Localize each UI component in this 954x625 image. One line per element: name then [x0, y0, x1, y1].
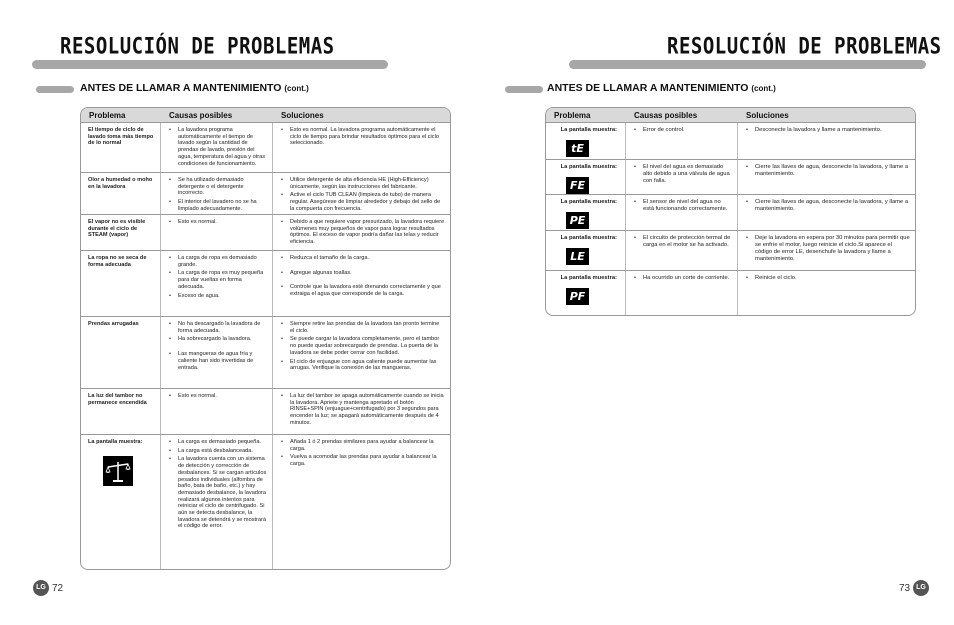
solution-item: • Siempre retire las prendas de la lavadora tan pronto termine el ciclo.: [280, 321, 445, 334]
cause-item: • Esto es normal.: [168, 219, 267, 226]
solution-item: • Deje la lavadora en espera por 30 minutos para permitir que se enfríe el motor, luego reinicie el ciclo.Si aparece el código de error LE, desenchufe la lavadora y llame a mantenimiento.: [745, 235, 910, 263]
table-header: [81, 108, 450, 123]
problem-cell: La pantalla muestra:: [560, 235, 617, 241]
cause-item: • La carga está desbalanceada.: [168, 448, 267, 455]
page-number: 72: [52, 583, 64, 594]
header-causes: Causas posibles: [634, 110, 698, 120]
error-code-display: PF: [566, 288, 589, 305]
table-row: [546, 160, 915, 195]
table-row: [81, 215, 450, 251]
header-solutions: Soluciones: [746, 110, 789, 120]
solution-item: • Utilice detergente de alta eficiencia HE (High-Efficiency) únicamente, según las instrucciones del fabricante.: [280, 177, 445, 190]
error-code-display: PE: [566, 212, 589, 229]
problem-cell: Prendas arrugadas: [81, 317, 161, 388]
cause-item: • La carga de ropa es demasiado grande.: [168, 255, 267, 268]
solution-item: • Agregue algunas toallas.: [280, 270, 445, 277]
section-marker: [36, 86, 74, 93]
problem-cell: La ropa no se seca de forma adecuada: [81, 251, 161, 316]
table-row: [546, 123, 915, 160]
solution-item: • Cierre las llaves de agua, desconecte la lavadora, y llame a mantenimiento.: [745, 164, 910, 178]
section-marker: [505, 86, 543, 93]
header-solutions: Soluciones: [281, 110, 324, 120]
cause-item: • Error de control.: [633, 127, 732, 134]
problem-cell: La pantalla muestra:: [88, 439, 143, 445]
cause-item: • Las mangueras de agua fría y caliente han sido invertidas de entrada.: [168, 351, 267, 371]
table-row: [81, 317, 450, 389]
table-row: [546, 231, 915, 271]
solution-item: • Reinicie el ciclo.: [745, 275, 910, 282]
solution-item: • El ciclo de enjuague con agua caliente puede aumentar las arrugas. Verifique la conexión de las mangueras.: [280, 359, 445, 372]
table-row: [81, 435, 450, 570]
cause-item: • La lavadora cuenta con un sistema de detección y corrección de desbalances. Si se cargan artículos pesados individuales (alfombra de baño, bata de baño, etc.) y hay demasiado desbalance, la lavadora realizará algunos intentos para reiniciar el ciclo de centrifugado. Si aún se detecta desbalance, la lavadora se detendrá y se mostrará el código de error.: [168, 456, 267, 530]
page-right: [477, 0, 954, 625]
solution-item: • Añada 1 ó 2 prendas similares para ayudar a balancear la carga.: [280, 439, 445, 452]
solution-item: • Desconecte la lavadora y llame a mantenimiento.: [745, 127, 910, 134]
cause-item: • La carga de ropa es muy pequeña para dar vueltas en forma adecuada.: [168, 270, 267, 290]
solution-item: • Reduzca el tamaño de la carga.: [280, 255, 445, 262]
section-heading: ANTES DE LLAMAR A MANTENIMIENTO (cont.): [80, 82, 309, 94]
cause-item: • Ha sobrecargado la lavadora.: [168, 336, 267, 343]
unbalanced-scale-icon: [103, 456, 133, 486]
cause-item: • Esto es normal.: [168, 393, 267, 400]
table-header: [546, 108, 915, 123]
table-row: [81, 123, 450, 173]
title-underline-bar: [569, 60, 926, 69]
page-title: RESOLUCIÓN DE PROBLEMAS: [60, 34, 335, 60]
solution-item: • Esto es normal. La lavadora programa automáticamente el ciclo de tiempo para brindar resultados óptimos para el ciclo seleccionado.: [280, 127, 445, 147]
cause-item: • Se ha utilizado demasiado detergente o el detergente incorrecto.: [168, 177, 267, 197]
solution-item: • Cierre las llaves de agua, desconecte la lavadora, y llame a mantenimiento.: [745, 199, 910, 213]
page-title: RESOLUCIÓN DE PROBLEMAS: [667, 34, 942, 60]
table-row: [81, 389, 450, 435]
page-number: 73: [899, 583, 911, 594]
header-problem: Problema: [554, 110, 591, 120]
solution-item: • La luz del tambor se apaga automáticamente cuando se inicia la lavadora. Apriete y mantenga apretado el botón RINSE+SPIN (enjuague+centrifugado) por 3 segundos para encender la luz; se apagará automáticamente después de 4 minutos.: [280, 393, 445, 427]
cause-item: • Ha ocurrido un corte de corriente.: [633, 275, 732, 282]
lg-logo: LG: [913, 580, 929, 596]
table-row: [81, 251, 450, 317]
solution-item: • Vuelva a acomodar las prendas para ayudar a balancear la carga.: [280, 454, 445, 467]
error-code-display: FE: [566, 177, 589, 194]
lg-logo: LG: [33, 580, 49, 596]
error-code-display: tE: [566, 140, 589, 157]
cause-item: • No ha descargado la lavadora de forma adecuada.: [168, 321, 267, 334]
solution-item: • Controle que la lavadora esté drenando correctamente y que extraiga el agua que corresponde de la carga.: [280, 284, 445, 297]
cause-item: • El nivel del agua es demasiado alto debido a una válvula de agua con falla.: [633, 164, 732, 185]
cause-item: • El circuito de protección termal de carga en el motor se ha activado.: [633, 235, 732, 249]
cause-item: • El interior del lavadero no se ha limpiado adecuadamente.: [168, 199, 267, 212]
error-code-table: [545, 107, 916, 316]
cause-item: • La lavadora programa automáticamente el tiempo de lavado según la cantidad de prendas de lavado, presión del agua, temperatura del agua y otras condiciones de funcionamiento.: [168, 127, 267, 167]
cause-item: • La carga es demasiado pequeña.: [168, 439, 267, 446]
title-underline-bar: [32, 60, 388, 69]
table-row: [546, 195, 915, 231]
troubleshooting-table: [80, 107, 451, 570]
problem-cell: La pantalla muestra:: [560, 127, 617, 133]
cause-item: • El sensor de nivel del agua no está funcionando correctamente.: [633, 199, 732, 213]
error-code-display: LE: [566, 248, 589, 265]
table-row: [546, 271, 915, 315]
section-heading: ANTES DE LLAMAR A MANTENIMIENTO (cont.): [547, 82, 776, 94]
problem-cell: La pantalla muestra:: [560, 164, 617, 170]
problem-cell: El vapor no es visible durante el ciclo de STEAM (vapor): [81, 215, 161, 250]
problem-cell: El tiempo de ciclo de lavado toma más tiempo de lo normal: [81, 123, 161, 172]
problem-cell: La pantalla muestra:: [560, 275, 617, 281]
header-problem: Problema: [89, 110, 126, 120]
problem-cell: La luz del tambor no permanece encendida: [81, 389, 161, 434]
solution-item: • Debido a que requiere vapor presurizado, la lavadora requiere volúmenes muy pequeños de vapor para lograr resultados óptimos. El exceso de vapor podría dañar las telas y reducir eficiencia.: [280, 219, 445, 246]
problem-cell: La pantalla muestra:: [560, 199, 617, 205]
solution-item: • Active el ciclo TUB CLEAN (limpieza de tubo) de manera regular. Asegúrese de limpiar alrededor y debajo del sello de la compuerta con frecuencia.: [280, 192, 445, 212]
cause-item: • Exceso de agua.: [168, 293, 267, 300]
problem-cell: Olor a humedad o moho en la lavadora: [81, 173, 161, 214]
header-causes: Causas posibles: [169, 110, 233, 120]
solution-item: • Se puede cargar la lavadora completamente, pero el tambor no puede quedar sobrecargado de prendas. La puerta de la lavadora se debe poder cerrar con facilidad.: [280, 336, 445, 356]
table-row: [81, 173, 450, 215]
